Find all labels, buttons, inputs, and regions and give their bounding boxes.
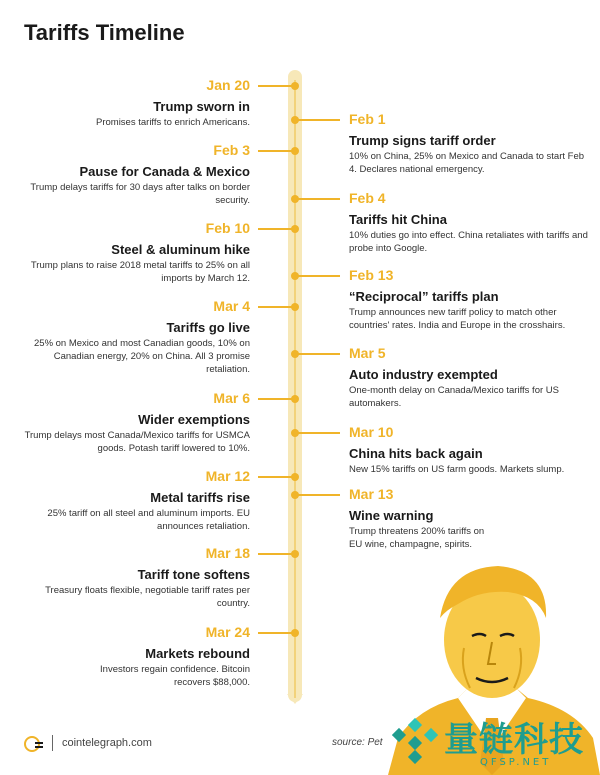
connector-feb13 (294, 275, 340, 277)
event-heading: Trump sworn in (153, 99, 250, 114)
connector-mar5 (294, 353, 340, 355)
event-description: One-month delay on Canada/Mexico tariffs for US automakers. (349, 385, 559, 409)
event-heading: Metal tariffs rise (150, 490, 250, 505)
event-heading: Tariffs hit China (349, 212, 447, 227)
page-title: Tariffs Timeline (24, 20, 185, 45)
connector-mar10 (294, 432, 340, 434)
timeline-event (10, 298, 250, 376)
event-description: Trump delays most Canada/Mexico tariffs for USMCA goods. Potash tariff lowered to 10%. (24, 430, 250, 454)
timeline-event (349, 111, 589, 176)
event-date: Feb 13 (349, 267, 394, 283)
connector-mar24 (258, 632, 296, 634)
footer-source: source: Pet (332, 737, 383, 748)
timeline-event (10, 142, 250, 207)
timeline-event (349, 424, 589, 476)
connector-feb1 (294, 119, 340, 121)
event-date: Mar 6 (213, 390, 250, 406)
event-heading: Wine warning (349, 508, 434, 523)
event-description: 25% tariff on all steel and aluminum imports. EU announces retaliation. (47, 508, 250, 532)
watermark-name: 量链科技 (444, 720, 584, 760)
connector-feb3 (258, 150, 296, 152)
connector-mar12 (258, 476, 296, 478)
timeline-event (10, 77, 250, 129)
connector-feb10 (258, 228, 296, 230)
event-heading: Markets rebound (145, 646, 250, 661)
event-date: Feb 3 (213, 142, 250, 158)
event-date: Feb 10 (205, 220, 250, 236)
timeline-event (349, 267, 589, 332)
connector-mar4 (258, 306, 296, 308)
event-heading: Auto industry exempted (349, 367, 498, 382)
footer-separator (52, 735, 53, 751)
footer-site: cointelegraph.com (62, 737, 152, 749)
timeline-event (10, 220, 250, 285)
cointelegraph-logo-icon (24, 736, 44, 752)
event-heading: Pause for Canada & Mexico (79, 164, 250, 179)
timeline-spine (294, 80, 296, 698)
event-description: 10% on China, 25% on Mexico and Canada to start Feb 4. Declares national emergency. (349, 151, 585, 175)
event-date: Jan 20 (206, 77, 250, 93)
event-description: Promises tariffs to enrich Americans. (96, 117, 250, 128)
event-description: Investors regain confidence. Bitcoin recovers $88,000. (100, 664, 250, 688)
event-description: Trump delays tariffs for 30 days after talks on border security. (30, 182, 250, 206)
event-heading: China hits back again (349, 446, 483, 461)
connector-feb4 (294, 198, 340, 200)
event-date: Mar 5 (349, 345, 386, 361)
watermark (388, 712, 600, 775)
event-date: Mar 24 (205, 624, 250, 640)
event-date: Mar 10 (349, 424, 394, 440)
event-date: Feb 1 (349, 111, 386, 127)
event-date: Mar 4 (213, 298, 250, 314)
timeline-event (349, 190, 589, 255)
connector-mar13 (294, 494, 340, 496)
event-date: Feb 4 (349, 190, 386, 206)
event-heading: Steel & aluminum hike (111, 242, 250, 257)
event-description: Treasury floats flexible, negotiable tariff rates per country. (45, 585, 250, 609)
timeline-event (10, 468, 250, 533)
event-heading: Trump signs tariff order (349, 133, 496, 148)
watermark-logo-icon (392, 718, 438, 764)
event-description: 25% on Mexico and most Canadian goods, 10% on Canadian energy, 20% on China. All 3 promise retaliation. (34, 338, 250, 375)
timeline-event (349, 486, 589, 551)
event-description: 10% duties go into effect. China retaliates with tariffs and probe into Google. (349, 230, 588, 254)
event-date: Mar 12 (205, 468, 250, 484)
watermark-url: QFSP.NET (480, 757, 552, 768)
event-description: New 15% tariffs on US farm goods. Markets slump. (349, 464, 565, 475)
event-heading: Tariff tone softens (137, 567, 250, 582)
event-description: Trump announces new tariff policy to match other countries' rates. India and Europe in the crosshairs. (349, 307, 566, 331)
connector-jan20 (258, 85, 296, 87)
timeline-event (10, 390, 250, 455)
timeline-event (349, 345, 589, 410)
event-description: Trump plans to raise 2018 metal tariffs to 25% on all imports by March 12. (30, 260, 250, 284)
timeline-event (10, 624, 250, 689)
connector-mar6 (258, 398, 296, 400)
event-date: Mar 18 (205, 545, 250, 561)
event-date: Mar 13 (349, 486, 394, 502)
timeline-event (10, 545, 250, 610)
event-description: Trump threatens 200% tariffs on EU wine, champagne, spirits. (349, 526, 485, 550)
event-heading: “Reciprocal” tariffs plan (349, 289, 499, 304)
event-heading: Wider exemptions (138, 412, 250, 427)
event-heading: Tariffs go live (166, 320, 250, 335)
connector-mar18 (258, 553, 296, 555)
